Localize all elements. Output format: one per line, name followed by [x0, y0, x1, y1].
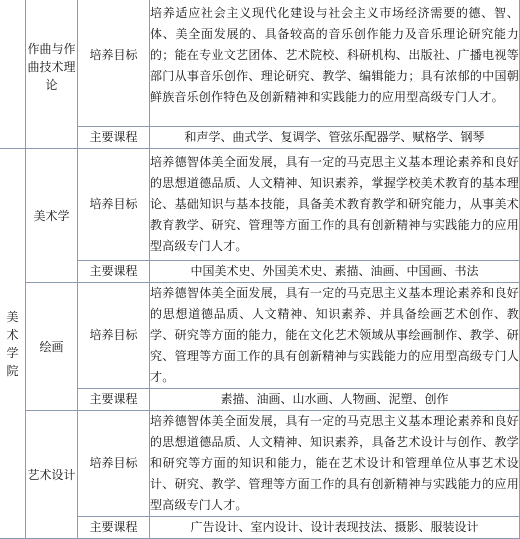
college-cell: 美术学院 — [0, 149, 26, 539]
goal-text: 培养德智体美全面发展，具有一定的马克思主义基本理论素养和良好的思想道德品质、人文精神、知识素养，掌握学校美术教育的基本理论、基础知识与基本技能，具备美术教育教学和研究能力，从事美术教育教学、研究、管理等方面工作的具有创新精神与实践能力的应用型高级专门人才。 — [150, 149, 520, 261]
table-row — [0, 411, 520, 517]
courses-text: 素描、油画、山水画、人物画、泥塑、创作 — [150, 389, 520, 411]
goal-label: 培养目标 — [78, 149, 150, 261]
courses-text: 广告设计、室内设计、设计表现技法、摄影、服装设计 — [150, 517, 520, 539]
courses-label: 主要课程 — [78, 261, 150, 283]
table-row — [0, 0, 520, 127]
courses-text: 和声学、曲式学、复调学、管弦乐配器学、赋格学、钢琴 — [150, 127, 520, 149]
table-row — [0, 127, 520, 149]
table-row — [0, 283, 520, 389]
courses-text: 中国美术史、外国美术史、素描、油画、中国画、书法 — [150, 261, 520, 283]
table-row — [0, 389, 520, 411]
goal-text: 培养适应社会主义现代化建设与社会主义市场经济需要的德、智、体、美全面发展的、具备较高的音乐创作能力及音乐理论研究能力的；能在专业文艺团体、艺术院校、科研机构、出版社、广播电视等部门从事音乐创作、理论研究、教学、编辑能力；具有浓郁的中国朝鲜族音乐创作特色及创新精神和实践能力的应用型高级专门人才。 — [150, 0, 520, 127]
major-name: 艺术设计 — [26, 411, 78, 539]
major-name: 作曲与作曲技术理论 — [26, 0, 78, 149]
goal-label: 培养目标 — [78, 283, 150, 389]
courses-label: 主要课程 — [78, 517, 150, 539]
table-row — [0, 261, 520, 283]
courses-label: 主要课程 — [78, 389, 150, 411]
goal-text: 培养德智体美全面发展，具有一定的马克思主义基本理论素养和良好的思想道德品质、人文精神、知识素养，具备艺术设计与创作、教学和研究等方面的知识和能力，能在艺术设计和管理单位从事艺术设计、研究、教学、管理等方面工作的具有创新精神与实践能力的应用型高级专门人才。 — [150, 411, 520, 517]
major-name: 美术学 — [26, 149, 78, 283]
goal-label: 培养目标 — [78, 0, 150, 127]
goal-label: 培养目标 — [78, 411, 150, 517]
table-row — [0, 149, 520, 261]
courses-label: 主要课程 — [78, 127, 150, 149]
college-cell — [0, 0, 26, 149]
major-name: 绘画 — [26, 283, 78, 411]
goal-text: 培养德智体美全面发展，具有一定的马克思主义基本理论素养和良好的思想道德品质、人文精神、知识素养、并具备绘画艺术创作、教学、研究等方面的能力，能在文化艺术领域从事绘画制作、教学、研究、管理等方面工作的具有创新精神与实践能力的应用型高级专门人才。 — [150, 283, 520, 389]
